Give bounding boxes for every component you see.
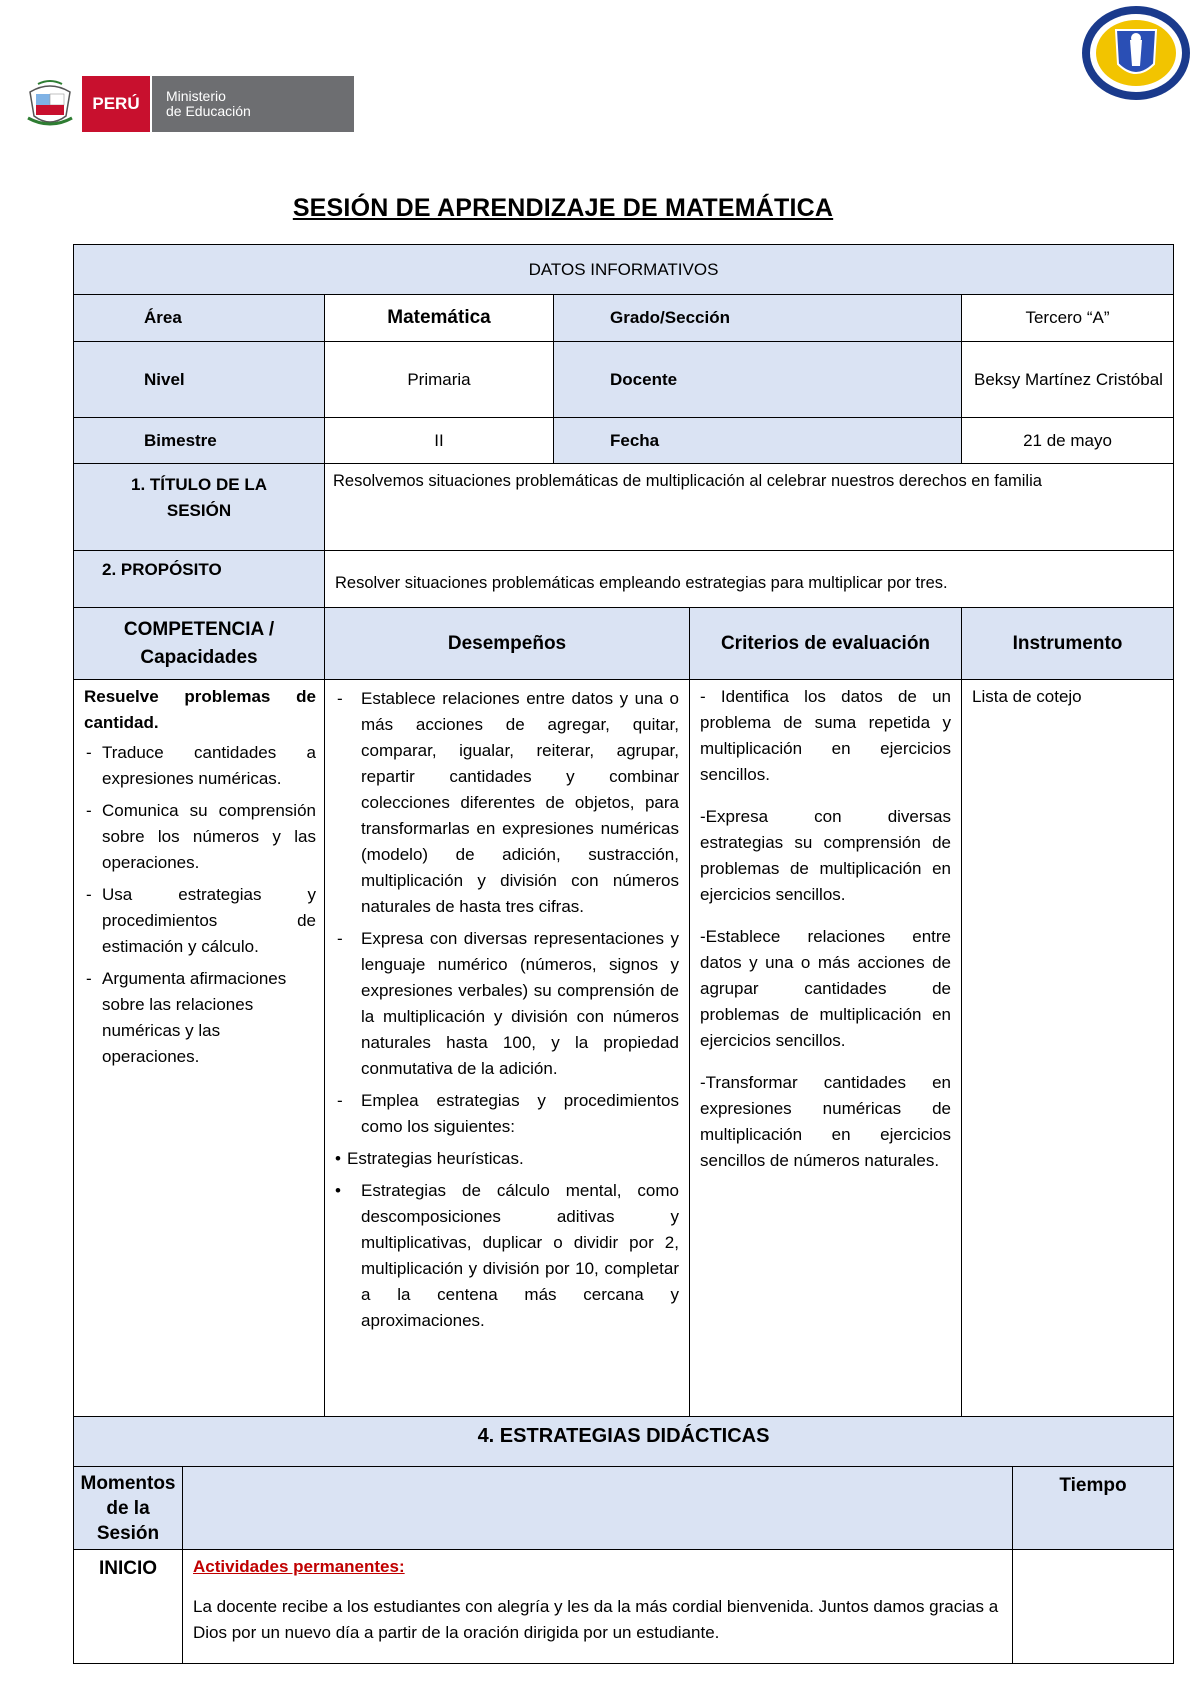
area-value: Matemática [325,295,554,342]
desempenos-cell [325,680,690,1417]
capacidad-item: - Argumenta afirmaciones sobre las relaciones numéricas y las operaciones. [84,966,316,1070]
instrumento-header: Instrumento [962,608,1174,680]
criterios-header: Criterios de evaluación [690,608,962,680]
momentos-description [183,1467,1013,1550]
docente-label: Docente [554,342,962,418]
criterio-item: -Expresa con diversas estrategias su comprensión de problemas de multiplicación en ejercicios sencillos. [700,807,951,904]
fecha-label: Fecha [554,418,962,464]
inicio-label: INICIO [74,1550,183,1664]
criterio-item: - Identifica los datos de un problema de suma repetida y multiplicación en ejercicios sencillos. [700,687,951,784]
proposito-value: Resolver situaciones problemáticas empleando estrategias para multiplicar por tres. [325,551,1174,608]
session-table [73,244,1174,1664]
area-label: Área [74,295,325,342]
titulo-label: 1. TÍTULO DE LA SESIÓN [74,464,325,551]
capacidad-item: - Usa estrategias y procedimientos de estimación y cálculo. [84,882,316,960]
capacidades-list [84,740,316,1070]
bimestre-value: II [325,418,554,464]
grado-label: Grado/Sección [554,295,962,342]
capacidad-item: - Comunica su comprensión sobre los números y las operaciones. [84,798,316,876]
titulo-value: Resolvemos situaciones problemáticas de multiplicación al celebrar nuestros derechos en familia [325,464,1174,551]
school-seal-icon [1080,4,1192,102]
inicio-content [183,1550,1013,1664]
peru-label: PERÚ [82,76,150,132]
fecha-value: 21 de mayo [962,418,1174,464]
desempeno-item: - Expresa con diversas representaciones y lenguaje numérico (números, signos y expresiones verbales) su comprensión de la multiplicación y división con números naturales hasta 100, y la propiedad conmutativa de la adición. [335,926,679,1082]
nivel-value: Primaria [325,342,554,418]
desempeno-bullet: • Estrategias de cálculo mental, como descomposiciones aditivas y multiplicativas, duplicar o dividir por 2, multiplicación y división por 10, completar a la centena más cercana y aproximaciones. [335,1178,679,1334]
actividades-label: Actividades permanentes: [193,1557,405,1576]
desempenos-header: Desempeños [325,608,690,680]
datos-heading: DATOS INFORMATIVOS [74,245,1174,295]
competencia-header: COMPETENCIA / Capacidades [74,608,325,680]
actividades-text: La docente recibe a los estudiantes con alegría y les da la más cordial bienvenida. Juntos damos gracias a Dios por un nuevo día a partir de la oración dirigida por un estudiante. [193,1597,999,1642]
momentos-label: Momentos de la Sesión [74,1467,183,1550]
tiempo-label: Tiempo [1013,1467,1174,1550]
inicio-tiempo [1013,1550,1174,1664]
grado-value: Tercero “A” [962,295,1174,342]
estrategias-heading: 4. ESTRATEGIAS DIDÁCTICAS [74,1417,1174,1467]
desempeno-bullet: • Estrategias heurísticas. [335,1146,679,1172]
capacidad-item: - Traduce cantidades a expresiones numéricas. [84,740,316,792]
desempeno-item: - Emplea estrategias y procedimientos como los siguientes: [335,1088,679,1140]
criterio-item: -Establece relaciones entre datos y una o más acciones de agrupar cantidades de problemas de multiplicación en ejercicios sencillos. [700,927,951,1050]
docente-value: Beksy Martínez Cristóbal [962,342,1174,418]
ministry-logo [24,76,354,132]
nivel-label: Nivel [74,342,325,418]
competencia-cell [74,680,325,1417]
ministry-line-1: Ministerio [166,88,226,104]
national-shield-icon [24,78,76,130]
criterios-cell [690,680,962,1417]
desempeno-item: - Establece relaciones entre datos y una o más acciones de agregar, quitar, comparar, igualar, reiterar, agrupar, repartir cantidades y combinar colecciones diferentes de objetos, para transformarlas en expresiones numéricas (modelo) de adición, sustracción, multiplicación y división con números naturales de hasta tres cifras. [335,686,679,920]
criterio-item: -Transformar cantidades en expresiones numéricas de multiplicación en ejercicios sencillos de números naturales. [700,1073,951,1170]
instrumento-value: Lista de cotejo [962,680,1174,1417]
competencia-title: Resuelve problemas de cantidad. [84,687,316,732]
bimestre-label: Bimestre [74,418,325,464]
ministry-line-2: de Educación [166,103,251,119]
ministry-name [152,76,354,132]
proposito-label: 2. PROPÓSITO [74,551,325,608]
page-title: SESIÓN DE APRENDIZAJE DE MATEMÁTICA [292,194,834,222]
desempenos-list [335,686,679,1334]
